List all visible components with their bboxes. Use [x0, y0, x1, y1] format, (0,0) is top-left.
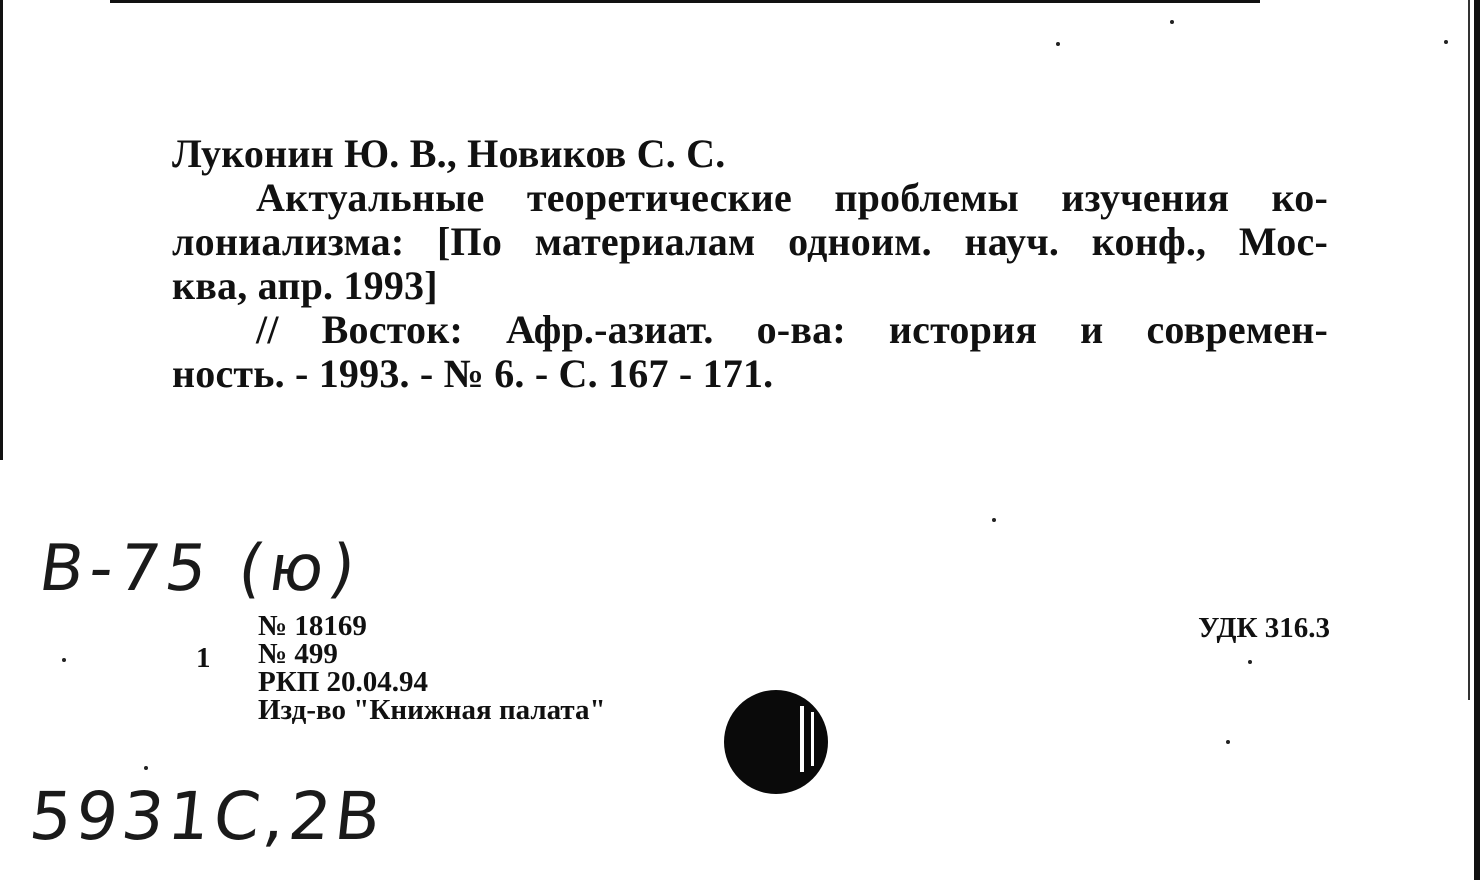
record-title-line: ква, апр. 1993]	[172, 263, 438, 308]
handwritten-inventory-number: 5931С,2В	[25, 778, 389, 855]
scan-speck	[62, 658, 66, 662]
scan-speck	[1056, 42, 1060, 46]
record-source-line: // Восток: Афр.-азиат. о-ва: история и современ-	[256, 307, 1328, 352]
scan-speck	[1226, 740, 1230, 744]
bibliographic-record	[172, 132, 1328, 396]
scan-speck	[992, 518, 996, 522]
rkp-date: РКП 20.04.94	[258, 666, 429, 698]
handwritten-call-number: В-75 (ю)	[34, 532, 366, 606]
publisher: Изд-во "Книжная палата"	[258, 694, 606, 726]
record-title-line: Актуальные теоретические проблемы изучения ко-	[256, 175, 1328, 220]
record-title-line: лониализма: [По материалам одноим. науч. конф., Мос-	[172, 219, 1328, 264]
punch-hole-highlight	[811, 712, 814, 766]
punch-hole-highlight	[800, 706, 804, 772]
card-top-edge	[110, 0, 1260, 3]
card-left-edge	[0, 0, 3, 460]
record-source-line: ность. - 1993. - № 6. - С. 167 - 171.	[172, 351, 774, 396]
udc-code: УДК 316.3	[1198, 612, 1330, 644]
card-meta	[258, 612, 606, 724]
card-right-inner-edge	[1468, 0, 1470, 700]
scan-speck	[144, 766, 148, 770]
record-authors: Луконин Ю. В., Новиков С. С.	[172, 131, 726, 176]
record-number-secondary: № 499	[258, 638, 338, 670]
copy-count: 1	[196, 642, 211, 674]
record-number: № 18169	[258, 610, 367, 642]
card-right-edge	[1474, 0, 1480, 880]
scan-speck	[1248, 660, 1252, 664]
scan-speck	[1170, 20, 1174, 24]
scan-speck	[1444, 40, 1448, 44]
